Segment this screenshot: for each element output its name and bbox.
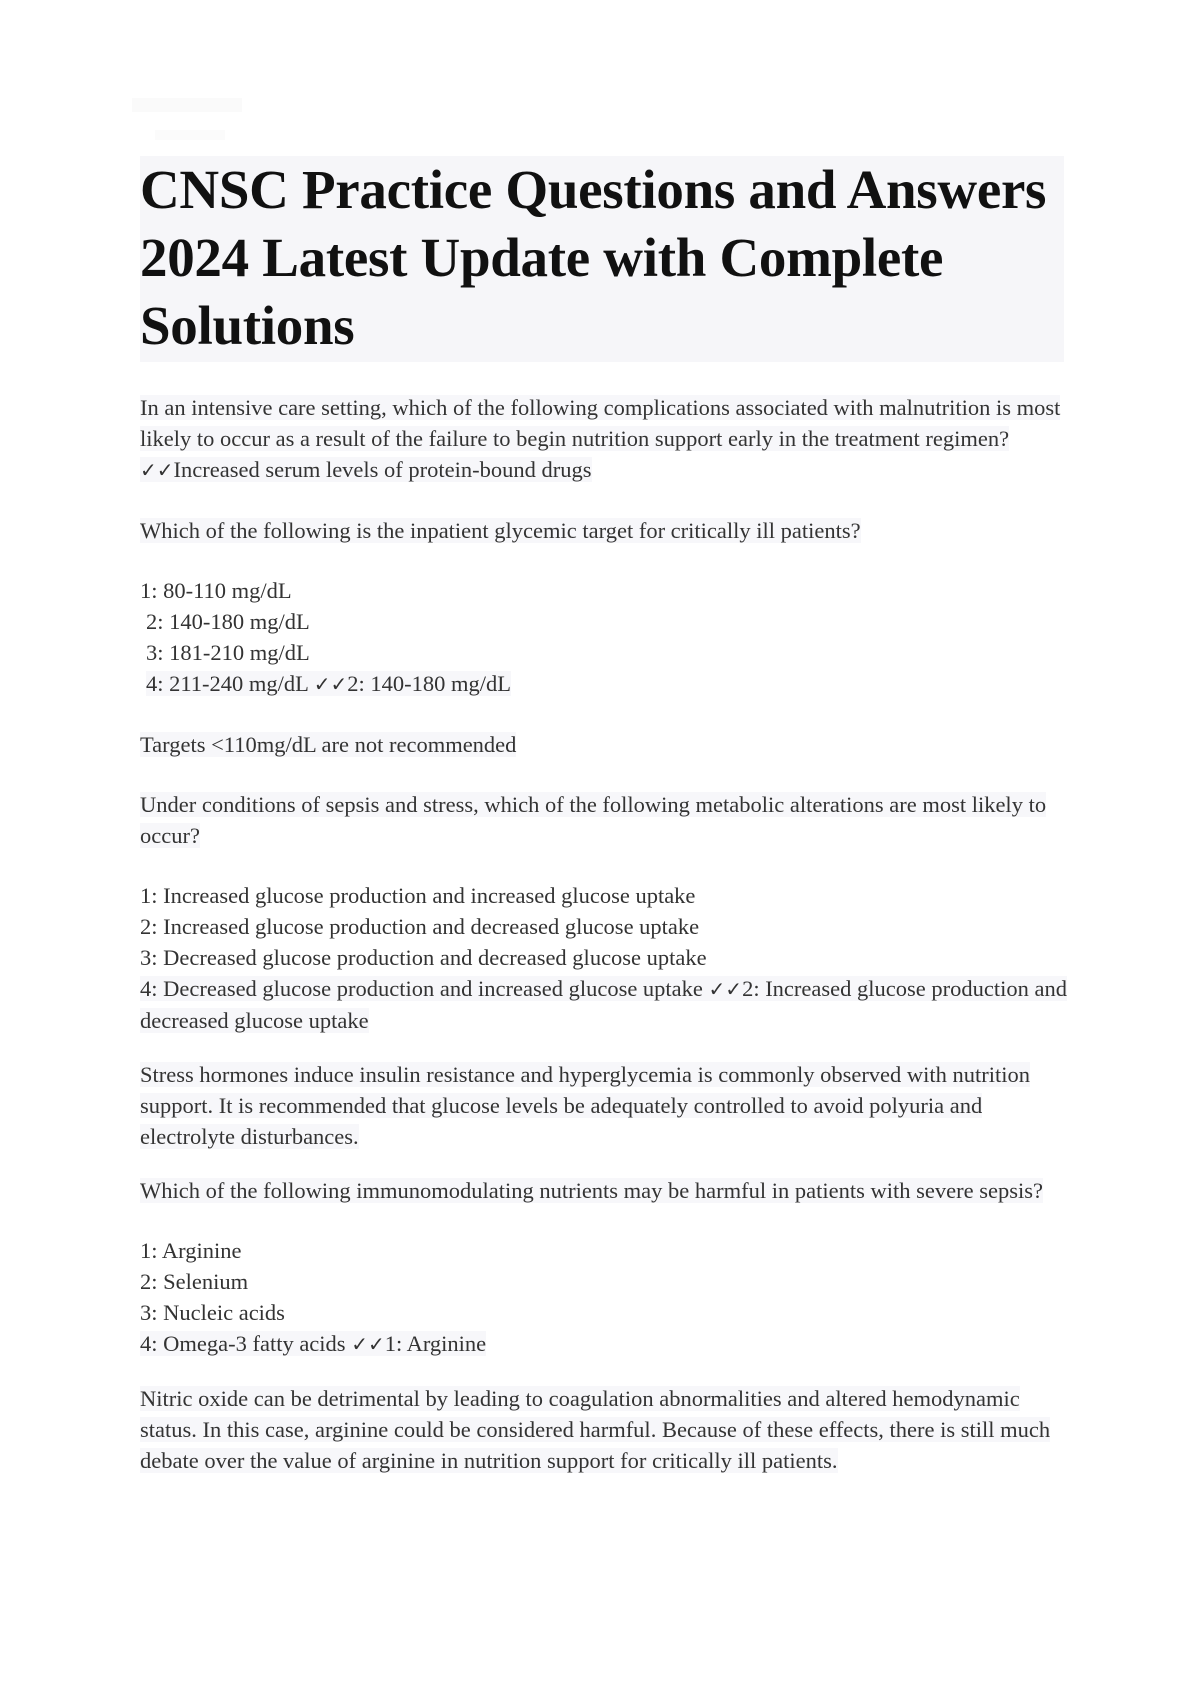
- question-2-text: Which of the following is the inpatient glycemic target for critically ill patients?: [140, 518, 861, 543]
- option-2-2: 2: 140-180 mg/dL: [146, 609, 310, 634]
- question-3: [140, 789, 1070, 851]
- answer-3-text: 2: Increased glucose production and decreased glucose uptake: [140, 976, 1067, 1033]
- question-4: [140, 1175, 1070, 1206]
- question-3-text: Under conditions of sepsis and stress, which of the following metabolic alterations are most likely to occur?: [140, 792, 1047, 848]
- option-4-1: 1: Arginine: [140, 1238, 242, 1263]
- option-4-4: 4: Omega-3 fatty acids: [140, 1331, 346, 1356]
- options-4: [140, 1235, 1070, 1360]
- option-3-4: 4: Decreased glucose production and increased glucose uptake: [140, 976, 703, 1001]
- option-4-4-line: [140, 1328, 1070, 1360]
- option-3-1: 1: Increased glucose production and increased glucose uptake: [140, 883, 696, 908]
- faint-header-mark: [132, 98, 242, 112]
- question-2: [140, 515, 1070, 546]
- option-3-4-line: [140, 973, 1070, 1036]
- option-3-3: 3: Decreased glucose production and decreased glucose uptake: [140, 945, 707, 970]
- question-1-text: In an intensive care setting, which of the following complications associated with malnutrition is most likely to occur as a result of the failure to begin nutrition support early in the treatment regimen?: [140, 395, 1061, 451]
- faint-header-mark-small: [155, 130, 225, 140]
- explanation-3: Stress hormones induce insulin resistance and hyperglycemia is commonly observed with nutrition support. It is recommended that glucose levels be adequately controlled to avoid polyuria and electrolyte disturbances.: [140, 1062, 1031, 1149]
- explanation-4: Nitric oxide can be detrimental by leading to coagulation abnormalities and altered hemodynamic status. In this case, arginine could be considered harmful. Because of these effects, there is still much debate over the value of arginine in nutrition support for critically ill patients.: [140, 1386, 1051, 1473]
- check-mark-icon: ✓✓: [351, 1332, 385, 1356]
- page-title: CNSC Practice Questions and Answers 2024 Latest Update with Complete Solutions: [140, 159, 1047, 356]
- options-3: [140, 880, 1070, 1036]
- options-2: [140, 575, 1070, 700]
- option-2-4: 4: 211-240 mg/dL: [146, 671, 309, 696]
- option-2-3: 3: 181-210 mg/dL: [146, 640, 310, 665]
- check-mark-icon: ✓✓: [313, 672, 348, 696]
- question-1: [140, 392, 1070, 486]
- document-body: [140, 392, 1070, 1476]
- explanation-2: Targets <110mg/dL are not recommended: [140, 732, 517, 757]
- answer-4-text: 1: Arginine: [384, 1331, 487, 1356]
- option-4-3: 3: Nucleic acids: [140, 1300, 285, 1325]
- option-4-2: 2: Selenium: [140, 1269, 249, 1294]
- check-mark-icon: ✓✓: [140, 458, 174, 482]
- option-2-4-line: [140, 668, 1070, 700]
- answer-2-text: 2: 140-180 mg/dL: [347, 671, 511, 696]
- option-2-1: 1: 80-110 mg/dL: [140, 578, 292, 603]
- answer-1-text: Increased serum levels of protein-bound drugs: [173, 457, 592, 482]
- option-3-2: 2: Increased glucose production and decreased glucose uptake: [140, 914, 700, 939]
- question-4-text: Which of the following immunomodulating nutrients may be harmful in patients with severe sepsis?: [140, 1178, 1043, 1203]
- check-mark-icon: ✓✓: [708, 977, 743, 1001]
